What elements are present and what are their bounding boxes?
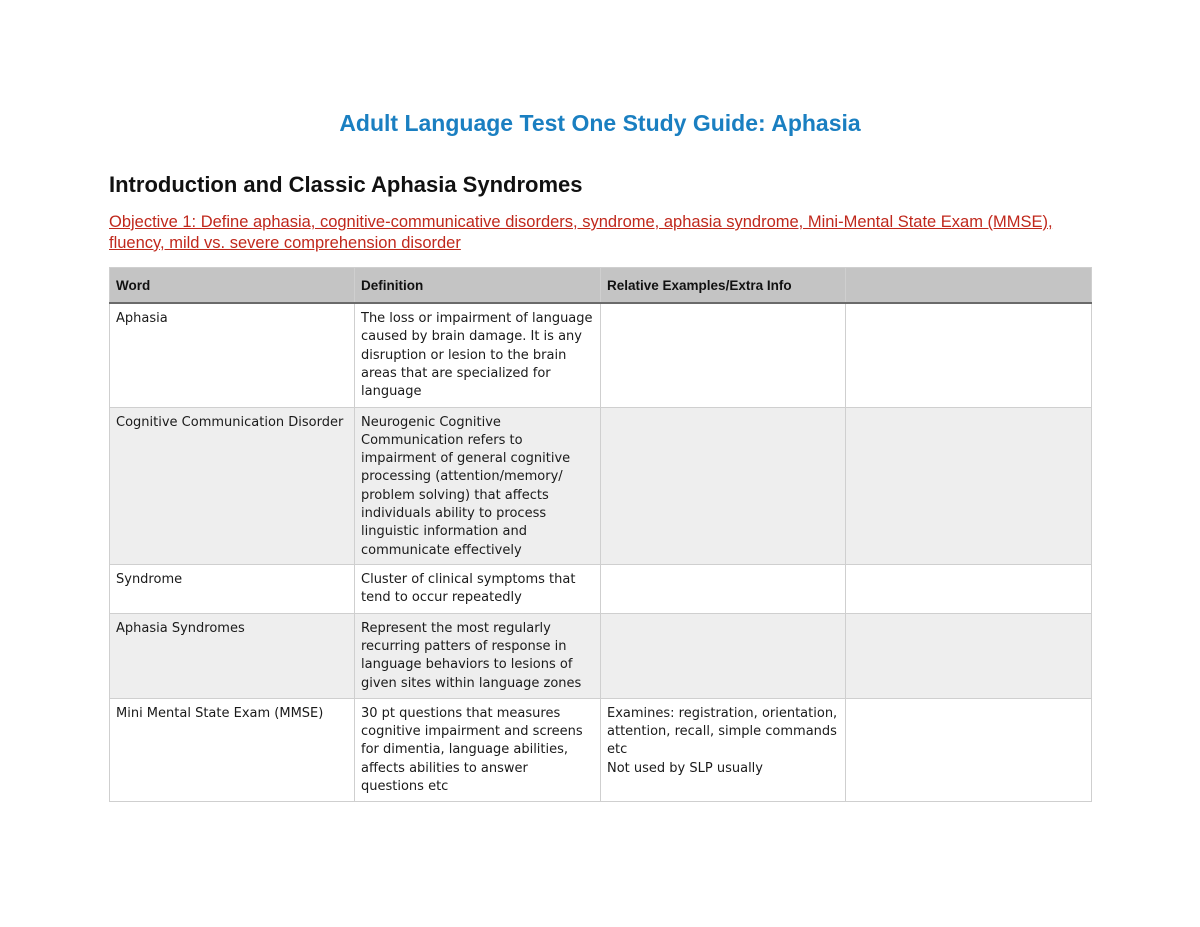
definition-cell: 30 pt questions that measures cognitive impairment and screens for dimentia, language abilities, affects abilities to answer questions etc <box>355 698 601 801</box>
word-cell: Aphasia <box>110 303 355 407</box>
table-row <box>110 613 1092 698</box>
section-heading: Introduction and Classic Aphasia Syndromes <box>109 172 583 197</box>
header-word: Word <box>110 268 355 304</box>
extra-cell <box>846 407 1092 564</box>
definition-cell: Neurogenic Cognitive Communication refers to impairment of general cognitive processing (attention/memory/ problem solving) that affects individuals ability to process linguistic information and communicate effectively <box>355 407 601 564</box>
extra-cell <box>846 303 1092 407</box>
word-cell: Aphasia Syndromes <box>110 613 355 698</box>
table-row <box>110 698 1092 801</box>
definition-cell: Cluster of clinical symptoms that tend to occur repeatedly <box>355 564 601 613</box>
definition-cell: Represent the most regularly recurring patters of response in language behaviors to lesions of given sites within language zones <box>355 613 601 698</box>
word-cell: Mini Mental State Exam (MMSE) <box>110 698 355 801</box>
extra-cell <box>846 564 1092 613</box>
header-definition: Definition <box>355 268 601 304</box>
header-examples: Relative Examples/Extra Info <box>601 268 846 304</box>
examples-cell: Examines: registration, orientation, attention, recall, simple commands etc Not used by SLP usually <box>601 698 846 801</box>
word-cell: Syndrome <box>110 564 355 613</box>
examples-cell <box>601 564 846 613</box>
word-cell: Cognitive Communication Disorder <box>110 407 355 564</box>
table-row <box>110 407 1092 564</box>
table-row <box>110 303 1092 407</box>
table-header-row <box>110 268 1092 304</box>
header-extra <box>846 268 1092 304</box>
extra-cell <box>846 698 1092 801</box>
document-title: Adult Language Test One Study Guide: Aphasia <box>339 110 861 136</box>
examples-cell <box>601 303 846 407</box>
objective-link[interactable]: Objective 1: Define aphasia, cognitive-communicative disorders, syndrome, aphasia syndrome, Mini-Mental State Exam (MMSE), fluency, mild vs. severe comprehension disorder <box>109 213 1053 252</box>
examples-cell <box>601 407 846 564</box>
examples-cell <box>601 613 846 698</box>
terms-table <box>109 267 1092 802</box>
table-row <box>110 564 1092 613</box>
definition-cell: The loss or impairment of language caused by brain damage. It is any disruption or lesion to the brain areas that are specialized for language <box>355 303 601 407</box>
extra-cell <box>846 613 1092 698</box>
